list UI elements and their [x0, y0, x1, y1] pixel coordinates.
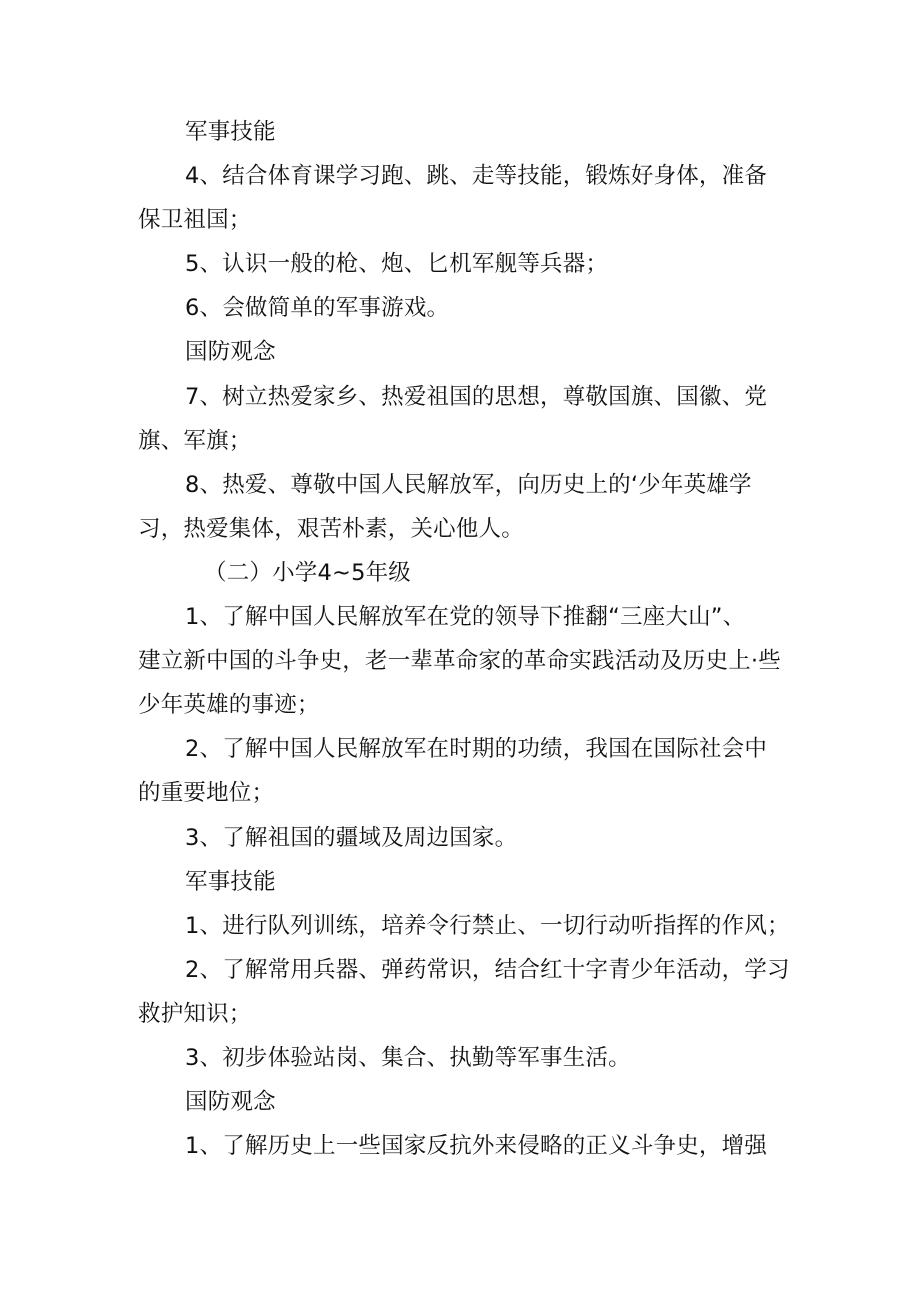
paragraph-line: 5、认识一般的枪、炮、匕机军舰等兵器；	[185, 251, 609, 278]
section-heading-military-skills: 军事技能	[185, 119, 276, 145]
paragraph-line: 救护知识；	[138, 1000, 252, 1027]
paragraph-line: 少年英雄的事迹；	[138, 692, 320, 719]
paragraph-line: 保卫祖国；	[138, 207, 252, 234]
paragraph-line: 旗、军旗；	[138, 427, 252, 454]
paragraph-line: 3、初步体验站岗、集合、执勤等军事生活。	[185, 1044, 631, 1071]
paragraph-line: 2、了解常用兵器、弹药常识，结合红十字青少年活动，学习	[185, 956, 790, 983]
section-heading-grade-4-5: （二）小学4~5年级	[204, 559, 411, 586]
paragraph-line: 6、会做简单的军事游戏。	[185, 295, 450, 322]
section-heading-defense-concept: 国防观念	[185, 339, 276, 366]
paragraph-line: 习，热爱集体，艰苦朴素，关心他人。	[138, 515, 524, 542]
paragraph-line: 1、进行队列训练，培养令行禁止、一切行动听指挥的作风；	[185, 912, 790, 939]
paragraph-line: 的重要地位；	[138, 780, 275, 807]
paragraph-line: 3、了解祖国的疆域及周边国家。	[185, 824, 518, 851]
paragraph-line: 8、热爱、尊敬中国人民解放军，向历史上的‘少年英雄学	[185, 471, 752, 498]
paragraph-line: 2、了解中国人民解放军在时期的功绩，我国在国际社会中	[185, 736, 768, 763]
paragraph-line: 1、了解中国人民解放军在党的领导下推翻“三座大山”、	[185, 604, 746, 631]
paragraph-line: 4、结合体育课学习跑、跳、走等技能，锻炼好身体，准备	[185, 163, 768, 190]
section-heading-defense-concept: 国防观念	[185, 1089, 276, 1116]
paragraph-line: 建立新中国的斗争史，老一辈革命家的革命实践活动及历史上·些	[138, 648, 781, 675]
document-body	[138, 110, 790, 1168]
paragraph-line: 1、了解历史上一些国家反抗外来侵略的正义斗争史，增强	[185, 1133, 768, 1160]
paragraph-line: 7、树立热爱家乡、热爱祖国的思想，尊敬国旗、国徽、党	[185, 383, 768, 410]
section-heading-military-skills: 军事技能	[185, 868, 276, 895]
